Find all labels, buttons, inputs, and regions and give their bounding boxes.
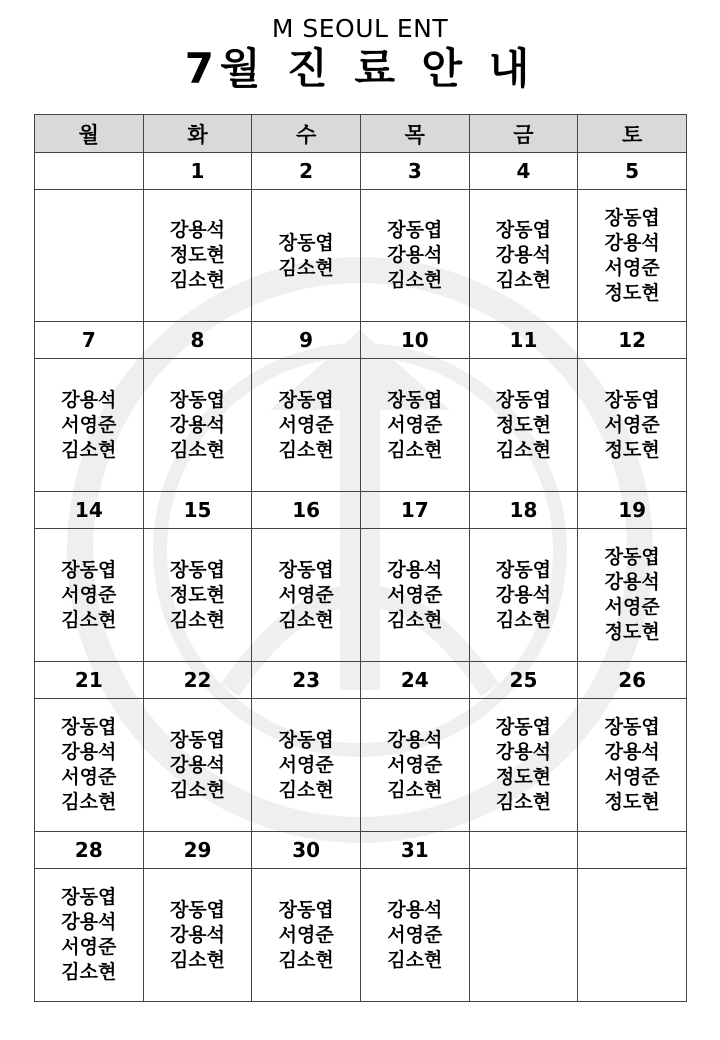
date-cell: 12 — [578, 322, 687, 359]
doctor-name: 서영준 — [61, 413, 117, 436]
doctor-name: 강용석 — [61, 388, 117, 411]
doctor-cell — [469, 359, 578, 492]
doctor-cell — [252, 529, 361, 662]
doctor-cell — [360, 869, 469, 1002]
doctor-cell — [143, 869, 252, 1002]
doctor-name: 강용석 — [61, 741, 117, 763]
date-cell: 26 — [578, 662, 687, 699]
doctor-name: 강용석 — [604, 231, 660, 254]
date-cell — [35, 153, 144, 190]
doctor-name: 서영준 — [61, 936, 117, 958]
doctor-cell — [578, 190, 687, 322]
doctor-row — [35, 190, 687, 322]
date-row — [35, 492, 687, 529]
date-cell — [578, 832, 687, 869]
doctor-name: 서영준 — [61, 766, 117, 788]
doctor-cell — [35, 529, 144, 662]
date-cell: 22 — [143, 662, 252, 699]
date-cell: 18 — [469, 492, 578, 529]
doctor-cell — [143, 359, 252, 492]
doctor-name: 강용석 — [495, 741, 551, 763]
doctor-cell — [143, 190, 252, 322]
date-cell: 24 — [360, 662, 469, 699]
doctor-name: 강용석 — [604, 741, 660, 763]
doctor-cell — [35, 359, 144, 492]
doctor-name: 정도현 — [604, 281, 660, 304]
doctor-name: 강용석 — [495, 244, 551, 266]
weekday-tue: 화 — [143, 115, 252, 153]
doctor-name: 정도현 — [604, 621, 660, 643]
date-cell: 21 — [35, 662, 144, 699]
doctor-name: 김소현 — [278, 948, 334, 971]
doctor-cell — [143, 529, 252, 662]
date-cell: 31 — [360, 832, 469, 869]
doctor-cell — [360, 699, 469, 832]
doctor-name: 서영준 — [387, 413, 443, 436]
doctor-name: 김소현 — [61, 608, 117, 631]
doctor-name: 장동엽 — [169, 898, 226, 921]
doctor-cell — [578, 699, 687, 832]
doctor-cell — [143, 699, 252, 832]
doctor-name: 서영준 — [278, 923, 334, 946]
doctor-cell — [578, 359, 687, 492]
doctor-name: 김소현 — [61, 438, 117, 461]
doctor-name: 김소현 — [387, 269, 443, 291]
doctor-name: 장동엽 — [495, 716, 551, 738]
weekday-mon: 월 — [35, 115, 144, 153]
date-cell: 25 — [469, 662, 578, 699]
date-row — [35, 832, 687, 869]
doctor-cell — [252, 699, 361, 832]
doctor-name: 장동엽 — [495, 558, 551, 581]
date-cell: 16 — [252, 492, 361, 529]
doctor-name: 정도현 — [495, 413, 551, 436]
doctor-name: 장동엽 — [604, 206, 660, 229]
doctor-cell — [469, 869, 578, 1002]
date-cell — [469, 832, 578, 869]
doctor-name: 김소현 — [278, 608, 334, 631]
weekday-header-row — [35, 115, 687, 153]
doctor-name: 장동엽 — [387, 219, 443, 241]
date-row — [35, 322, 687, 359]
doctor-cell — [578, 529, 687, 662]
doctor-name: 김소현 — [278, 438, 334, 461]
date-cell: 15 — [143, 492, 252, 529]
date-cell: 7 — [35, 322, 144, 359]
doctor-name: 장동엽 — [387, 388, 443, 411]
doctor-name: 정도현 — [169, 244, 226, 266]
doctor-name: 강용석 — [169, 923, 226, 946]
doctor-cell — [35, 699, 144, 832]
doctor-cell — [360, 190, 469, 322]
doctor-name: 장동엽 — [61, 716, 117, 738]
doctor-name: 김소현 — [278, 778, 334, 801]
date-cell: 11 — [469, 322, 578, 359]
date-cell: 29 — [143, 832, 252, 869]
date-cell: 2 — [252, 153, 361, 190]
page-title: 7월 진 료 안 내 — [184, 44, 536, 93]
doctor-cell — [469, 190, 578, 322]
doctor-name: 정도현 — [169, 583, 226, 606]
doctor-name: 장동엽 — [169, 388, 226, 411]
date-cell: 23 — [252, 662, 361, 699]
doctor-name: 장동엽 — [278, 898, 334, 921]
weekday-thu: 목 — [360, 115, 469, 153]
doctor-cell — [469, 699, 578, 832]
doctor-name: 장동엽 — [169, 558, 226, 581]
doctor-name: 강용석 — [387, 728, 443, 751]
date-cell: 10 — [360, 322, 469, 359]
doctor-name: 서영준 — [278, 413, 334, 436]
doctor-name: 장동엽 — [278, 558, 334, 581]
doctor-name: 김소현 — [387, 948, 443, 971]
doctor-name: 장동엽 — [495, 219, 551, 241]
date-cell: 8 — [143, 322, 252, 359]
doctor-name: 정도현 — [495, 766, 551, 788]
doctor-cell — [252, 190, 361, 322]
date-cell: 19 — [578, 492, 687, 529]
doctor-name: 서영준 — [604, 256, 660, 279]
doctor-name: 김소현 — [169, 608, 226, 631]
doctor-name: 강용석 — [495, 583, 551, 606]
date-row — [35, 662, 687, 699]
doctor-name: 장동엽 — [604, 546, 660, 568]
doctor-name: 김소현 — [61, 791, 117, 813]
doctor-cell — [252, 359, 361, 492]
date-cell: 17 — [360, 492, 469, 529]
doctor-name: 장동엽 — [61, 886, 117, 908]
doctor-cell — [469, 529, 578, 662]
doctor-name: 김소현 — [278, 256, 334, 279]
doctor-name: 서영준 — [387, 923, 443, 946]
doctor-name: 서영준 — [387, 583, 443, 606]
doctor-name: 강용석 — [387, 244, 443, 266]
doctor-name: 김소현 — [387, 778, 443, 801]
doctor-cell — [360, 359, 469, 492]
date-cell: 30 — [252, 832, 361, 869]
doctor-row — [35, 699, 687, 832]
doctor-name: 장동엽 — [278, 728, 334, 751]
doctor-cell — [578, 869, 687, 1002]
doctor-name: 김소현 — [61, 961, 117, 983]
doctor-name: 김소현 — [495, 608, 551, 631]
doctor-name: 정도현 — [604, 438, 660, 461]
date-cell: 4 — [469, 153, 578, 190]
doctor-cell — [360, 529, 469, 662]
doctor-name: 강용석 — [387, 558, 443, 581]
doctor-name: 강용석 — [387, 898, 443, 921]
doctor-row — [35, 359, 687, 492]
doctor-cell — [35, 869, 144, 1002]
doctor-cell — [35, 190, 144, 322]
date-cell: 9 — [252, 322, 361, 359]
date-cell: 28 — [35, 832, 144, 869]
doctor-name: 장동엽 — [604, 388, 660, 411]
doctor-name: 김소현 — [387, 438, 443, 461]
doctor-name: 장동엽 — [278, 388, 334, 411]
doctor-name: 강용석 — [169, 219, 226, 241]
date-cell: 3 — [360, 153, 469, 190]
date-cell: 5 — [578, 153, 687, 190]
doctor-name: 김소현 — [169, 438, 226, 461]
doctor-name: 장동엽 — [604, 716, 660, 738]
doctor-name: 강용석 — [169, 753, 226, 776]
doctor-name: 김소현 — [169, 269, 226, 291]
doctor-name: 서영준 — [61, 583, 117, 606]
doctor-name: 김소현 — [495, 269, 551, 291]
brand-name: M SEOUL ENT — [271, 14, 449, 43]
calendar-body — [35, 153, 687, 1002]
schedule-calendar — [34, 114, 687, 1002]
doctor-name: 서영준 — [278, 583, 334, 606]
page-header — [0, 14, 720, 94]
doctor-name: 서영준 — [387, 753, 443, 776]
doctor-name: 김소현 — [387, 608, 443, 631]
doctor-name: 장동엽 — [278, 231, 334, 254]
doctor-name: 서영준 — [604, 766, 660, 788]
doctor-name: 김소현 — [169, 778, 226, 801]
doctor-name: 김소현 — [495, 791, 551, 813]
doctor-name: 장동엽 — [61, 558, 117, 581]
doctor-name: 장동엽 — [495, 388, 551, 411]
doctor-name: 장동엽 — [169, 728, 226, 751]
doctor-name: 서영준 — [278, 753, 334, 776]
weekday-fri: 금 — [469, 115, 578, 153]
date-cell: 14 — [35, 492, 144, 529]
doctor-name: 김소현 — [495, 438, 551, 461]
date-row — [35, 153, 687, 190]
doctor-name: 강용석 — [61, 911, 117, 933]
doctor-row — [35, 869, 687, 1002]
doctor-name: 김소현 — [169, 948, 226, 971]
weekday-wed: 수 — [252, 115, 361, 153]
doctor-name: 서영준 — [604, 596, 660, 618]
weekday-sat: 토 — [578, 115, 687, 153]
doctor-name: 강용석 — [169, 413, 226, 436]
doctor-name: 서영준 — [604, 413, 660, 436]
doctor-cell — [252, 869, 361, 1002]
doctor-row — [35, 529, 687, 662]
date-cell: 1 — [143, 153, 252, 190]
doctor-name: 정도현 — [604, 791, 660, 813]
doctor-name: 강용석 — [604, 571, 660, 593]
